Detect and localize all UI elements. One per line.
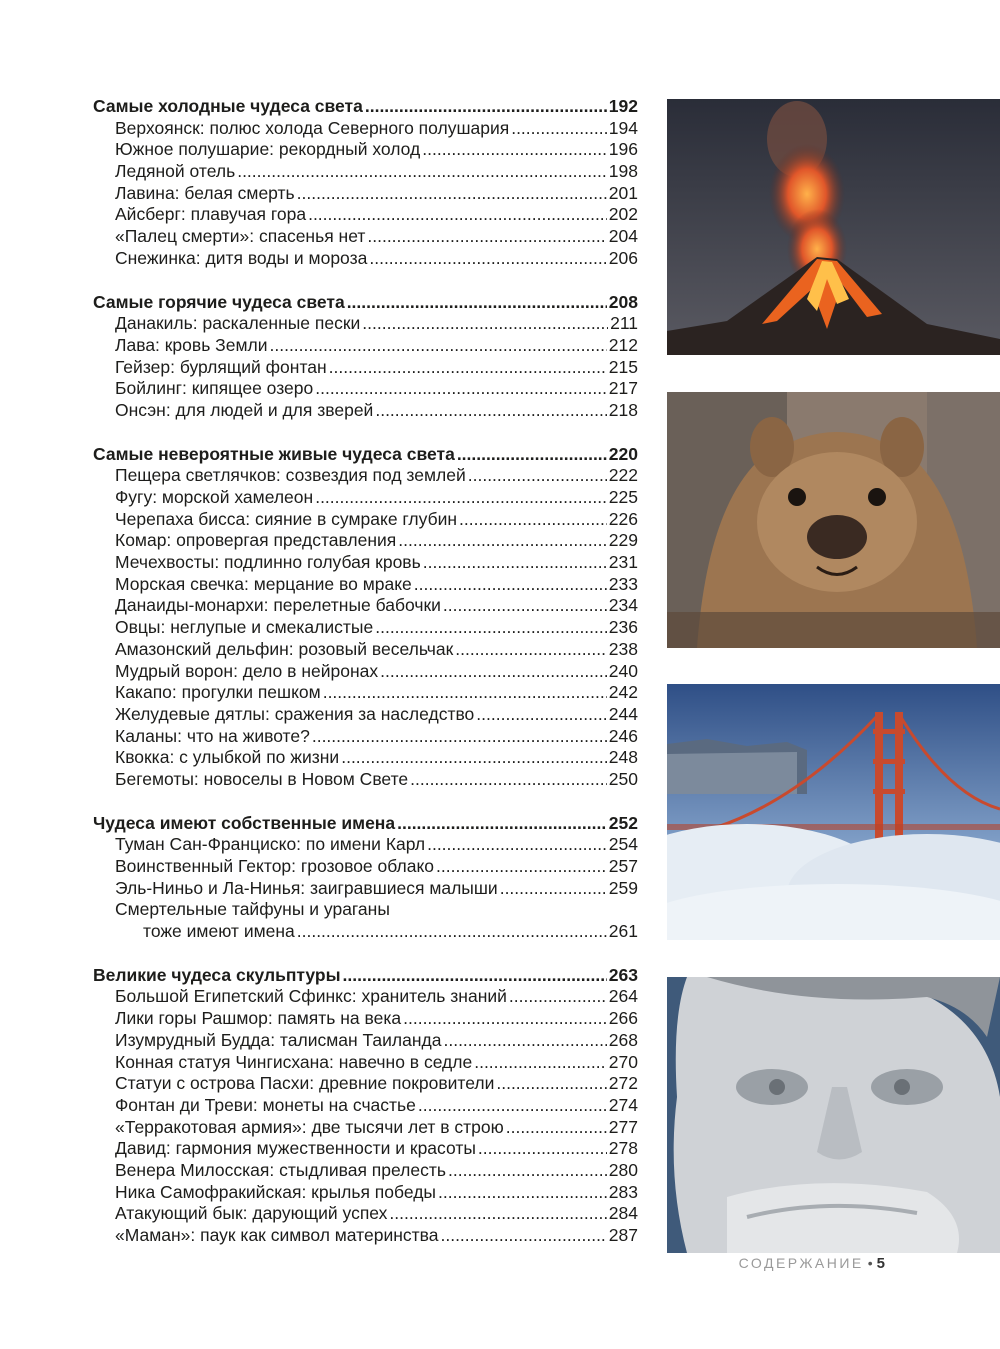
dot-leader — [389, 1203, 606, 1225]
toc-entry — [93, 1182, 638, 1204]
toc-entry-title: Бойлинг: кипящее озеро — [115, 378, 314, 399]
page-ref: 204 — [608, 226, 638, 247]
dot-leader — [474, 1052, 607, 1074]
toc-entry — [93, 1095, 638, 1117]
toc-entry-title: Статуи с острова Пасхи: древние покровители — [115, 1073, 495, 1094]
toc-entry — [93, 139, 638, 161]
toc-entry-title: Конная статуя Чингисхана: навечно в седле — [115, 1051, 473, 1072]
page-ref: 254 — [608, 834, 638, 855]
dot-leader — [448, 1160, 607, 1182]
toc-section-heading-title: Самые горячие чудеса света — [93, 291, 345, 312]
page-ref: 270 — [608, 1051, 638, 1072]
toc-entry-title: Ледяной отель — [115, 161, 236, 182]
toc-entry — [93, 183, 638, 205]
volcano-photo — [667, 99, 1000, 355]
toc-entry-title: Мудрый ворон: дело в нейронах — [115, 660, 379, 681]
dot-leader — [500, 878, 607, 900]
toc-section-heading — [93, 965, 638, 987]
toc-section-heading — [93, 813, 638, 835]
toc-entry-title: Квокка: с улыбкой по жизни — [115, 747, 340, 768]
page-ref: 236 — [608, 617, 638, 638]
toc-entry — [93, 747, 638, 769]
toc-entry-title: Туман Сан-Франциско: по имени Карл — [115, 834, 426, 855]
dot-leader — [312, 726, 607, 748]
dot-leader — [506, 1117, 607, 1139]
page-ref: 229 — [608, 530, 638, 551]
dot-leader — [457, 444, 607, 466]
toc-entry-title: Каланы: что на животе? — [115, 725, 310, 746]
toc-entry-title: Ника Самофракийская: крылья победы — [115, 1181, 436, 1202]
toc-entry-title: Черепаха бисса: сияние в сумраке глубин — [115, 508, 458, 529]
toc-entry — [93, 595, 638, 617]
dot-leader — [397, 813, 607, 835]
toc-entry — [93, 661, 638, 683]
toc-entry — [93, 400, 638, 422]
page-ref: 194 — [608, 117, 638, 138]
page-ref: 284 — [608, 1203, 638, 1224]
dot-leader — [315, 487, 607, 509]
page-footer — [739, 1255, 885, 1272]
dot-leader — [323, 682, 607, 704]
page-ref: 217 — [608, 378, 638, 399]
toc-entry-title: Какапо: прогулки пешком — [115, 682, 321, 703]
toc-section-heading — [93, 444, 638, 466]
dot-leader — [423, 552, 607, 574]
toc-entry-title: Мечехвосты: подлинно голубая кровь — [115, 552, 421, 573]
page-ref: 257 — [608, 856, 638, 876]
toc-entry-title: Гейзер: бурлящий фонтан — [115, 356, 327, 377]
toc-entry — [93, 357, 638, 379]
toc-section — [93, 292, 638, 422]
page-ref: 263 — [608, 964, 638, 985]
dot-leader — [380, 661, 607, 683]
toc-entry-title: Давид: гармония мужественности и красоты — [115, 1138, 476, 1159]
page-ref: 234 — [608, 595, 638, 616]
toc-entry-title: Данакиль: раскаленные пески — [115, 313, 361, 334]
page-ref: 220 — [608, 443, 638, 464]
toc-entry-title: Большой Египетский Сфинкс: хранитель знаний — [115, 986, 507, 1007]
toc-entry — [93, 834, 638, 856]
dot-leader — [367, 226, 606, 248]
page-ref: 277 — [608, 1116, 638, 1137]
page-ref: 244 — [608, 703, 638, 724]
dot-leader — [308, 204, 607, 226]
toc-section-heading-title: Великие чудеса скульптуры — [93, 964, 341, 985]
toc-entry-title: Венера Милосская: стыдливая прелесть — [115, 1159, 446, 1180]
toc-entry — [93, 1225, 638, 1247]
toc-entry — [93, 530, 638, 552]
toc-entry-title: Бегемоты: новоселы в Новом Свете — [115, 768, 409, 789]
page-ref: 248 — [608, 747, 638, 768]
toc-entry-title: Лики горы Рашмор: память на века — [115, 1008, 402, 1029]
page-ref: 212 — [608, 334, 638, 355]
toc-entry-title: Желудевые дятлы: сражения за наследство — [115, 703, 475, 724]
toc-entry — [93, 161, 638, 183]
page-ref: 280 — [608, 1159, 638, 1180]
page-ref: 198 — [608, 161, 638, 182]
toc-entry — [93, 1052, 638, 1074]
toc-section — [93, 813, 638, 943]
toc-entry — [93, 204, 638, 226]
page-ref: 259 — [608, 877, 638, 898]
page-ref: 208 — [608, 291, 638, 312]
toc-entry-title: Амазонский дельфин: розовый весельчак — [115, 638, 454, 659]
david-statue-photo — [667, 977, 1000, 1253]
dot-leader — [369, 248, 606, 270]
toc-entry-title: Комар: опровергая представления — [115, 530, 397, 551]
toc-entry-title: Воинственный Гектор: грозовое облако — [115, 856, 435, 876]
toc-entry-title: Фугу: морской хамелеон — [115, 487, 314, 507]
dot-leader — [422, 139, 607, 161]
dot-leader — [375, 400, 606, 422]
quokka-illustration — [667, 392, 1000, 648]
toc-section-heading-title: Самые невероятные живые чудеса света — [93, 443, 455, 464]
page-ref: 283 — [608, 1181, 638, 1202]
dot-leader — [403, 1008, 607, 1030]
dot-leader — [375, 617, 607, 639]
toc-entry — [93, 248, 638, 270]
statue-illustration — [667, 977, 1000, 1253]
toc-entry-title: Атакующий бык: дарующий успех — [115, 1203, 388, 1224]
dot-leader — [270, 335, 607, 357]
toc-entry-title: Смертельные тайфуны и ураганы — [115, 899, 390, 920]
toc-entry-title: Данаиды-монархи: перелетные бабочки — [115, 595, 441, 616]
toc-section-heading-title: Чудеса имеют собственные имена — [93, 812, 396, 833]
toc-entry — [93, 1030, 638, 1052]
dot-leader — [398, 530, 607, 552]
toc-entry — [93, 574, 638, 596]
toc-entry-continuation — [93, 921, 638, 943]
toc-entry — [93, 769, 638, 791]
toc-entry-title: Фонтан ди Треви: монеты на счастье — [115, 1094, 416, 1115]
page-ref: 287 — [608, 1225, 638, 1245]
toc-entry — [93, 617, 638, 639]
toc-entry-title: Пещера светлячков: созвездия под землей — [115, 465, 466, 486]
toc-entry — [93, 986, 638, 1008]
page-ref: 201 — [608, 182, 638, 203]
page-ref: 278 — [608, 1138, 638, 1159]
toc-section — [93, 444, 638, 791]
toc-section — [93, 96, 638, 270]
toc-section — [93, 965, 638, 1247]
page-ref: 240 — [608, 660, 638, 681]
toc-entry — [93, 226, 638, 248]
toc-entry — [93, 639, 638, 661]
page-ref: 250 — [608, 768, 638, 789]
dot-leader — [455, 639, 607, 661]
dot-leader — [297, 183, 607, 205]
toc-entry-title: Овцы: неглупые и смекалистые — [115, 617, 374, 638]
toc-entry-title: Лава: кровь Земли — [115, 334, 268, 355]
dot-leader — [436, 856, 607, 878]
page-ref: 192 — [608, 96, 638, 116]
toc-entry-continuation-title: тоже имеют имена — [143, 921, 295, 942]
toc-entry — [93, 704, 638, 726]
toc-entry-title: Верхоянск: полюс холода Северного полушария — [115, 117, 510, 138]
page-ref: 222 — [608, 465, 638, 486]
page-ref: 215 — [608, 356, 638, 377]
bridge-illustration — [667, 684, 1000, 940]
dot-leader — [365, 96, 607, 118]
dot-leader — [468, 465, 607, 487]
toc-entry — [93, 1117, 638, 1139]
toc-entry — [93, 465, 638, 487]
dot-leader — [496, 1073, 606, 1095]
page-ref: 266 — [608, 1008, 638, 1029]
quokka-photo — [667, 392, 1000, 648]
toc-entry — [93, 1073, 638, 1095]
toc-entry-title: Снежинка: дитя воды и мороза — [115, 247, 368, 268]
toc-entry — [93, 1138, 638, 1160]
dot-leader — [410, 769, 607, 791]
volcano-illustration — [667, 99, 1000, 355]
page-ref: 268 — [608, 1029, 638, 1050]
dot-leader — [315, 378, 607, 400]
page-ref: 218 — [608, 399, 638, 420]
page-number: 5 — [876, 1255, 885, 1272]
dot-leader — [427, 834, 607, 856]
dot-leader — [343, 965, 607, 987]
dot-leader — [459, 509, 607, 531]
page-ref: 211 — [610, 313, 638, 334]
toc-entry — [93, 118, 638, 140]
page-ref: 231 — [608, 552, 638, 573]
page-ref: 196 — [608, 139, 638, 160]
dot-leader — [329, 357, 607, 379]
page-ref: 226 — [608, 508, 638, 529]
page-ref: 246 — [608, 725, 638, 746]
toc-entry — [93, 682, 638, 704]
page-ref: 272 — [608, 1073, 638, 1094]
dot-leader — [414, 574, 607, 596]
toc-entry-title: Онсэн: для людей и для зверей — [115, 399, 374, 420]
toc-entry-title: Изумрудный Будда: талисман Таиланда — [115, 1029, 442, 1050]
dot-leader — [418, 1095, 607, 1117]
toc-section-heading — [93, 96, 638, 118]
toc-section-heading-title: Самые холодные чудеса света — [93, 96, 363, 116]
dot-leader — [476, 704, 607, 726]
toc-entry-title: «Маман»: паук как символ материнства — [115, 1225, 439, 1245]
page-ref: 264 — [608, 986, 638, 1007]
dot-leader — [297, 921, 607, 943]
dot-leader — [237, 161, 607, 183]
dot-leader — [511, 118, 607, 140]
table-of-contents — [93, 96, 638, 1269]
dot-leader — [443, 595, 607, 617]
page-ref: 252 — [608, 812, 638, 833]
dot-leader — [362, 313, 608, 335]
toc-entry — [93, 335, 638, 357]
toc-section-heading — [93, 292, 638, 314]
page-ref: 225 — [608, 487, 638, 507]
toc-entry — [93, 726, 638, 748]
footer-label: СОДЕРЖАНИЕ — [738, 1255, 864, 1271]
toc-entry — [93, 509, 638, 531]
toc-entry — [93, 899, 638, 921]
toc-entry — [93, 878, 638, 900]
footer-separator: • — [867, 1255, 873, 1271]
toc-entry — [93, 1008, 638, 1030]
toc-entry-title: Айсберг: плавучая гора — [115, 204, 307, 225]
page-ref: 238 — [608, 638, 638, 659]
dot-leader — [509, 986, 607, 1008]
page-ref: 206 — [608, 247, 638, 268]
golden-gate-photo — [667, 684, 1000, 940]
dot-leader — [440, 1225, 606, 1247]
dot-leader — [443, 1030, 606, 1052]
page-ref: 274 — [608, 1094, 638, 1115]
toc-entry — [93, 1160, 638, 1182]
toc-entry — [93, 552, 638, 574]
toc-entry — [93, 487, 638, 509]
dot-leader — [347, 292, 607, 314]
dot-leader — [478, 1138, 607, 1160]
dot-leader — [341, 747, 607, 769]
toc-entry — [93, 313, 638, 335]
page-ref: 242 — [608, 682, 638, 703]
toc-entry-title: Морская свечка: мерцание во мраке — [115, 573, 412, 594]
toc-entry — [93, 378, 638, 400]
toc-entry — [93, 856, 638, 878]
toc-entry-title: Южное полушарие: рекордный холод — [115, 139, 421, 160]
toc-entry-title: Эль-Ниньо и Ла-Нинья: заигравшиеся малыши — [115, 877, 498, 898]
toc-entry-title: Лавина: белая смерть — [115, 182, 295, 203]
page-ref: 233 — [608, 573, 638, 594]
toc-entry-title: «Палец смерти»: спасенья нет — [115, 226, 366, 247]
page-ref: 202 — [608, 204, 638, 225]
dot-leader — [438, 1182, 607, 1204]
toc-entry — [93, 1203, 638, 1225]
page-ref: 261 — [608, 921, 638, 942]
toc-entry-title: «Терракотовая армия»: две тысячи лет в строю — [115, 1116, 504, 1137]
